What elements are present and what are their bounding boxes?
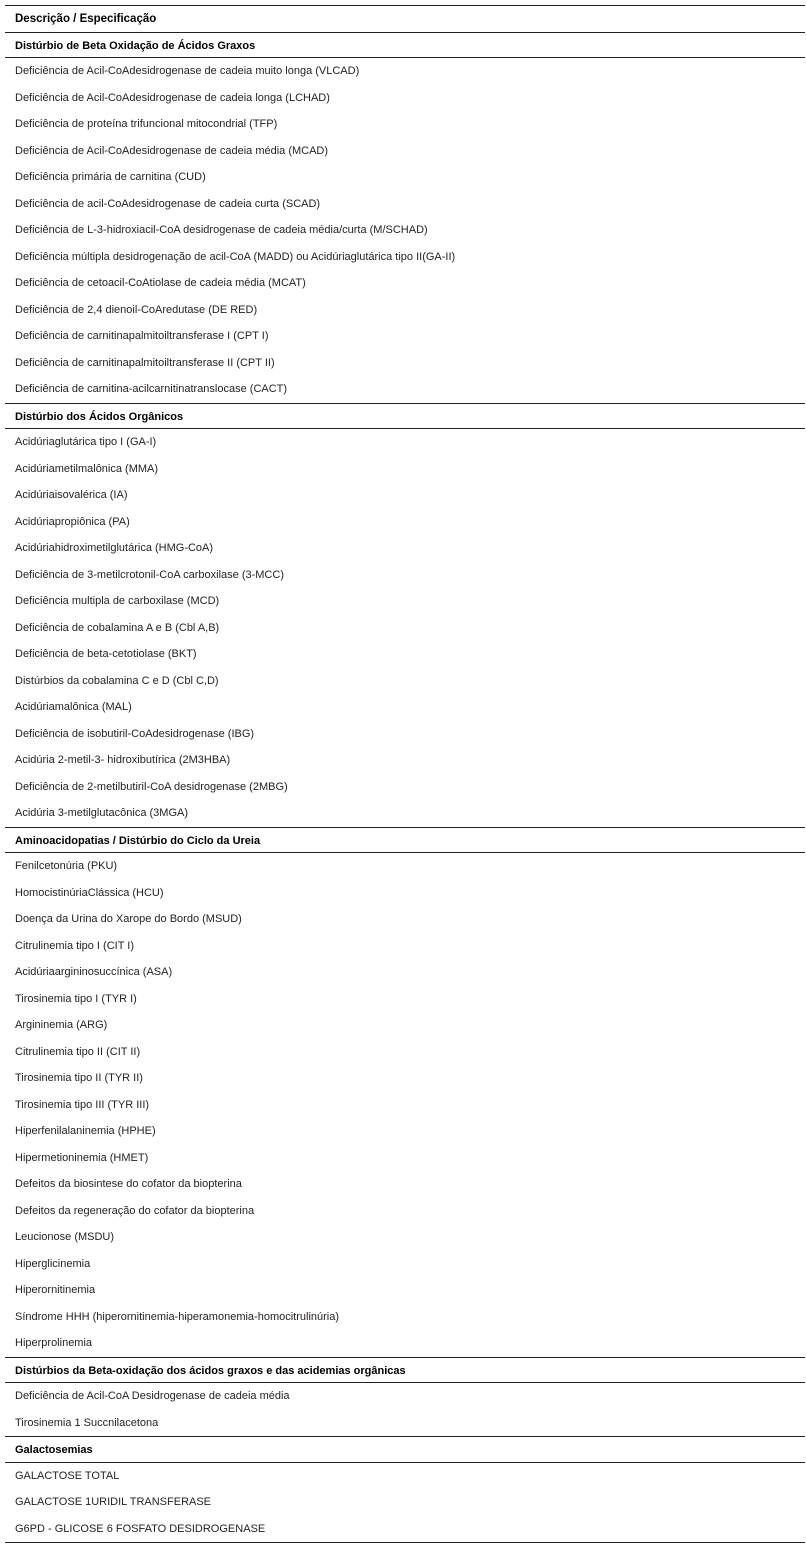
table-header: Descrição / Especificação bbox=[5, 5, 805, 32]
list-item: Deficiência de Acil-CoAdesidrogenase de cadeia média (MCAD) bbox=[15, 144, 329, 157]
list-item: Deficiência de carnitinapalmitoiltransferase I (CPT I) bbox=[15, 330, 269, 342]
section-title: Galactosemias bbox=[5, 1436, 805, 1463]
list-item: Acidúriapropiônica (PA) bbox=[15, 515, 130, 528]
list-item: Fenilcetonúria (PKU) bbox=[15, 860, 118, 872]
section-title: Aminoacidopatias / Distúrbio do Ciclo da Ureia bbox=[5, 827, 805, 854]
list-item: Tirosinemia tipo I (TYR I) bbox=[15, 992, 137, 1005]
list-item: Hiperprolinemia bbox=[15, 1337, 93, 1349]
list-item: Citrulinemia tipo II (CIT II) bbox=[15, 1045, 141, 1058]
list-item: Acidúriaglutárica tipo I (GA-I) bbox=[15, 436, 157, 448]
list-item: Acidúriametilmalônica (MMA) bbox=[15, 462, 159, 475]
list-item: Hipermetioninemia (HMET) bbox=[15, 1151, 149, 1164]
list-item: Deficiência de proteína trifuncional mitocondrial (TFP) bbox=[15, 118, 278, 130]
list-item: Deficiência de beta-cetotiolase (BKT) bbox=[15, 648, 197, 660]
list-item: Tirosinemia tipo III (TYR III) bbox=[15, 1098, 150, 1111]
list-item: Defeitos da regeneração do cofator da biopterina bbox=[15, 1204, 255, 1217]
list-item: Deficiência de L-3-hidroxiacil-CoA desidrogenase de cadeia média/curta (M/SCHAD) bbox=[15, 224, 428, 236]
list-item: Síndrome HHH (hiperornitinemia-hiperamonemia-homocitrulinúria) bbox=[15, 1310, 340, 1323]
section-title: Distúrbios da Beta-oxidação dos ácidos graxos e das acidemias orgânicas bbox=[5, 1357, 805, 1384]
list-item: Deficiência de 2-metilbutiril-CoA desidrogenase (2MBG) bbox=[15, 780, 288, 793]
list-item: Deficiência de Acil-CoAdesidrogenase de cadeia longa (LCHAD) bbox=[15, 91, 330, 104]
list-item: Tirosinemia 1 Succnilacetona bbox=[15, 1416, 159, 1429]
list-item: Hiperornitinemia bbox=[15, 1284, 96, 1296]
list-item: Citrulinemia tipo I (CIT I) bbox=[15, 939, 134, 952]
list-item: Deficiência de acil-CoAdesidrogenase de cadeia curta (SCAD) bbox=[15, 197, 321, 210]
table-bottom-rule bbox=[5, 1542, 805, 1543]
list-item: Deficiência de 2,4 dienoil-CoAredutase (DE RED) bbox=[15, 303, 258, 316]
list-item: Deficiência de carnitina-acilcarnitinatranslocase (CACT) bbox=[15, 383, 288, 395]
list-item: Doença da Urina do Xarope do Bordo (MSUD) bbox=[15, 913, 242, 925]
list-item: Leucionose (MSDU) bbox=[15, 1231, 115, 1243]
list-item: GALACTOSE 1URIDIL TRANSFERASE bbox=[15, 1496, 212, 1508]
section-title: Distúrbio de Beta Oxidação de Ácidos Graxos bbox=[5, 32, 805, 59]
list-item: Acidúria 2-metil-3- hidroxibutírica (2M3HBA) bbox=[15, 754, 231, 766]
list-item: Hiperfenilalaninemia (HPHE) bbox=[15, 1125, 156, 1137]
list-item: G6PD - GLICOSE 6 FOSFATO DESIDROGENASE bbox=[15, 1522, 266, 1535]
list-item: Acidúria 3-metilglutacônica (3MGA) bbox=[15, 807, 189, 819]
list-item: HomocistinúriaClássica (HCU) bbox=[15, 886, 164, 899]
section-title: Distúrbio dos Ácidos Orgânicos bbox=[5, 403, 805, 430]
list-item: Deficiência primária de carnitina (CUD) bbox=[15, 171, 206, 183]
list-item: Acidúriaargininosuccínica (ASA) bbox=[15, 966, 173, 978]
list-item: Deficiência de cetoacil-CoAtiolase de cadeia média (MCAT) bbox=[15, 277, 306, 289]
list-item: Deficiência de Acil-CoA Desidrogenase de cadeia média bbox=[15, 1390, 290, 1402]
list-item: Deficiência múltipla desidrogenação de acil-CoA (MADD) ou Acidúriaglutárica tipo II(GA-II) bbox=[15, 250, 456, 263]
list-item: Deficiência de Acil-CoAdesidrogenase de cadeia muito longa (VLCAD) bbox=[15, 65, 360, 77]
list-item: Argininemia (ARG) bbox=[15, 1019, 108, 1031]
list-item: Distúrbios da cobalamina C e D (Cbl C,D) bbox=[15, 674, 219, 687]
list-item: Deficiência multipla de carboxilase (MCD) bbox=[15, 595, 220, 607]
list-item: Hiperglicinemia bbox=[15, 1257, 91, 1270]
list-item: Tirosinemia tipo II (TYR II) bbox=[15, 1072, 143, 1084]
list-item: Acidúriamalônica (MAL) bbox=[15, 701, 132, 713]
list-item: Acidúriahidroximetilglutárica (HMG-CoA) bbox=[15, 542, 214, 554]
list-item: Deficiência de 3-metilcrotonil-CoA carboxilase (3-MCC) bbox=[15, 568, 284, 581]
list-item: GALACTOSE TOTAL bbox=[15, 1469, 120, 1482]
specification-table bbox=[5, 5, 805, 1543]
list-item: Acidúriaisovalérica (IA) bbox=[15, 489, 128, 501]
list-item: Defeitos da biosintese do cofator da biopterina bbox=[15, 1178, 242, 1190]
list-item: Deficiência de carnitinapalmitoiltransferase II (CPT II) bbox=[15, 356, 275, 369]
list-item: Deficiência de cobalamina A e B (Cbl A,B) bbox=[15, 621, 220, 634]
list-item: Deficiência de isobutiril-CoAdesidrogenase (IBG) bbox=[15, 727, 255, 740]
